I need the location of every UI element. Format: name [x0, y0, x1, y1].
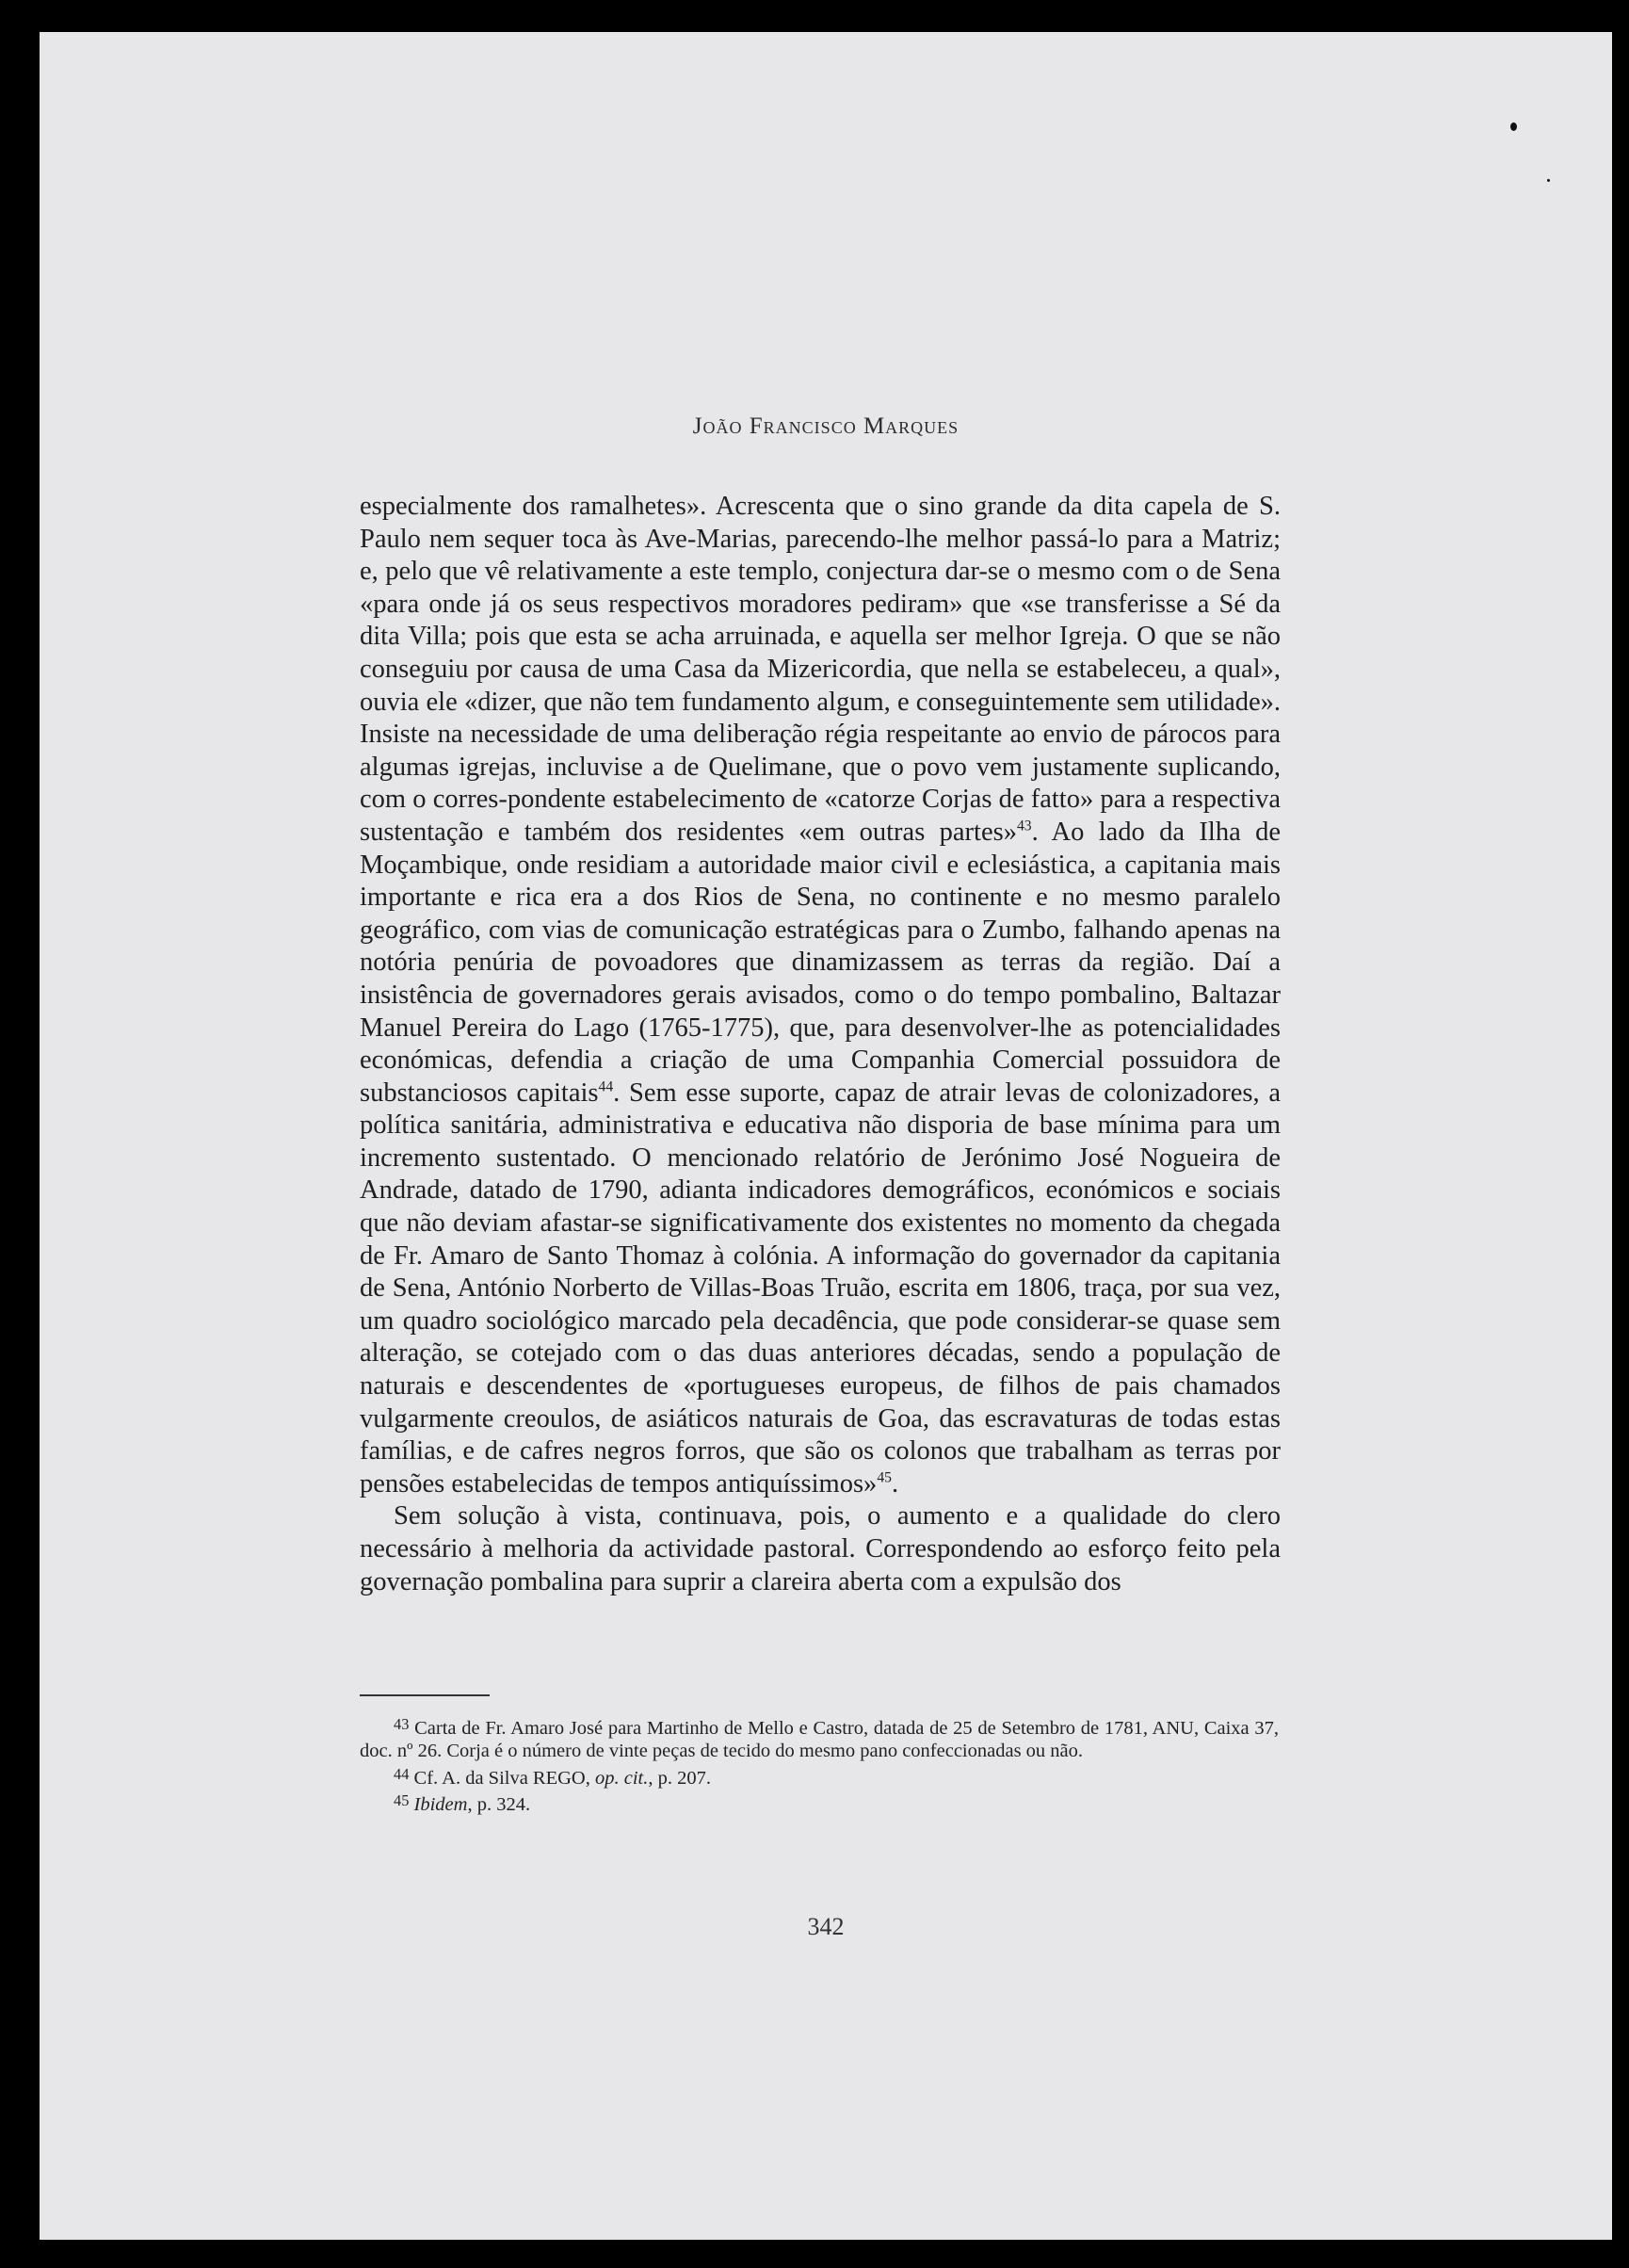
body-text-segment: . Sem esse suporte, capaz de atrair levas de colonizadores, a política sanitária, administrativa e educativa não disporia de base mínima para um incremento sustentado. O mencionado relatório de Jerónimo José Nogueira de Andrade, datado de 1790, adianta indicadores demográficos, económicos e sociais que não deviam afastar-se significativamente dos existentes no momento da chegada de Fr. Amaro de Santo Thomaz à colónia. A informação do governador da capitania de Sena, António Norberto de Villas-Boas Truão, escrita em 1806, traça, por sua vez, um quadro sociológico marcado pela decadência, que pode considerar-se quase sem alteração, se cotejado com o das duas anteriores décadas, sendo a população de naturais e descendentes de «portugueses europeus, de filhos de pais chamados vulgarmente creoulos, de asiáticos naturais de Goa, das escravaturas de todas estas famílias, e de cafres negros forros, que são os colonos que trabalham as terras por pensões estabelecidas de tempos antiquíssimos»	[360, 1077, 1281, 1498]
running-head: João Francisco Marques	[692, 413, 960, 439]
footnote-separator	[360, 1694, 490, 1696]
footnote-italic: op. cit.	[594, 1767, 649, 1789]
body-paragraph: Sem solução à vista, continuava, pois, o aumento e a qualidade do clero necessário à melhoria da actividade pastoral. Correspondendo ao esforço feito pela governação pombalina para suprir a clareira aberta com a expulsão dos	[360, 1501, 1281, 1596]
footnote-text: , p. 324.	[467, 1794, 531, 1816]
footnote	[360, 1763, 1279, 1790]
body-text-segment: especialmente dos ramalhetes». Acrescenta que o sino grande da dita capela de S. Paulo nem sequer toca às Ave-Marias, parecendo-lhe melhor passá-lo para a Matriz; e, pelo que vê relativamente a este templo, conjectura dar-se o mesmo com o de Sena «para onde já os seus respectivos moradores pediram» que «se transferisse a Sé da dita Villa; pois que esta se acha arruinada, e aquella ser melhor Igreja. O que se não conseguiu por causa de uma Casa da Mizericordia, que nella se estabeleceu, a qual», ouvia ele «dizer, que não tem fundamento algum, e conseguintemente sem utilidade». Insiste na necessidade de uma deliberação régia respeitante ao envio de párocos para algumas igrejas, incluvise a de Quelimane, que o povo vem justamente suplicando, com o corres-pondente estabelecimento de «catorze Corjas de fatto» para a respectiva sustentação e também dos residentes «em outras partes»	[360, 492, 1281, 847]
body-text-segment: . Ao lado da Ilha de Moçambique, onde residiam a autoridade maior civil e eclesiástica, a capitania mais importante e rica era a dos Rios de Sena, no continente e no mesmo paralelo geográfico, com vias de comunicação estratégicas para o Zumbo, falhando apenas na notória penúria de povoadores que dinamizassem as terras da região. Daí a insistência de governadores gerais avisados, como o do tempo pombalino, Baltazar Manuel Pereira do Lago (1765-1775), que, para desenvolver-lhe as potencialidades económicas, defendia a criação de uma Companhia Comercial possuidora de substanciosos capitais	[360, 817, 1281, 1108]
page-sheet	[40, 32, 1612, 2240]
footnote-number: 45	[394, 1791, 410, 1810]
footnote-reference[interactable]: 43	[1016, 818, 1032, 834]
footnote-text: Carta de Fr. Amaro José para Martinho de Mello e Castro, datada de 25 de Setembro de 1781, ANU, Caixa 37, doc. nº 26. Corja é o número de vinte peças de tecido do mesmo pano confeccionadas ou não.	[360, 1717, 1279, 1762]
footnote-italic: Ibidem	[413, 1794, 468, 1816]
footnote	[360, 1790, 1279, 1816]
paper-speck	[1547, 179, 1550, 182]
footnote-reference[interactable]: 44	[598, 1078, 614, 1095]
footnote-text: Cf. A. da Silva REGO,	[413, 1767, 595, 1789]
body-text-segment: .	[891, 1468, 899, 1498]
body-text	[360, 491, 1281, 1598]
footnote-number: 43	[394, 1715, 410, 1733]
footnote-text: , p. 207.	[648, 1767, 711, 1789]
page-number: 342	[807, 1913, 845, 1940]
footnotes	[360, 1713, 1279, 1817]
footnote-number: 44	[394, 1764, 410, 1783]
footnote	[360, 1713, 1279, 1763]
body-paragraph	[360, 491, 1281, 1500]
footnote-reference[interactable]: 45	[877, 1469, 892, 1486]
paper-speck	[1510, 122, 1517, 131]
